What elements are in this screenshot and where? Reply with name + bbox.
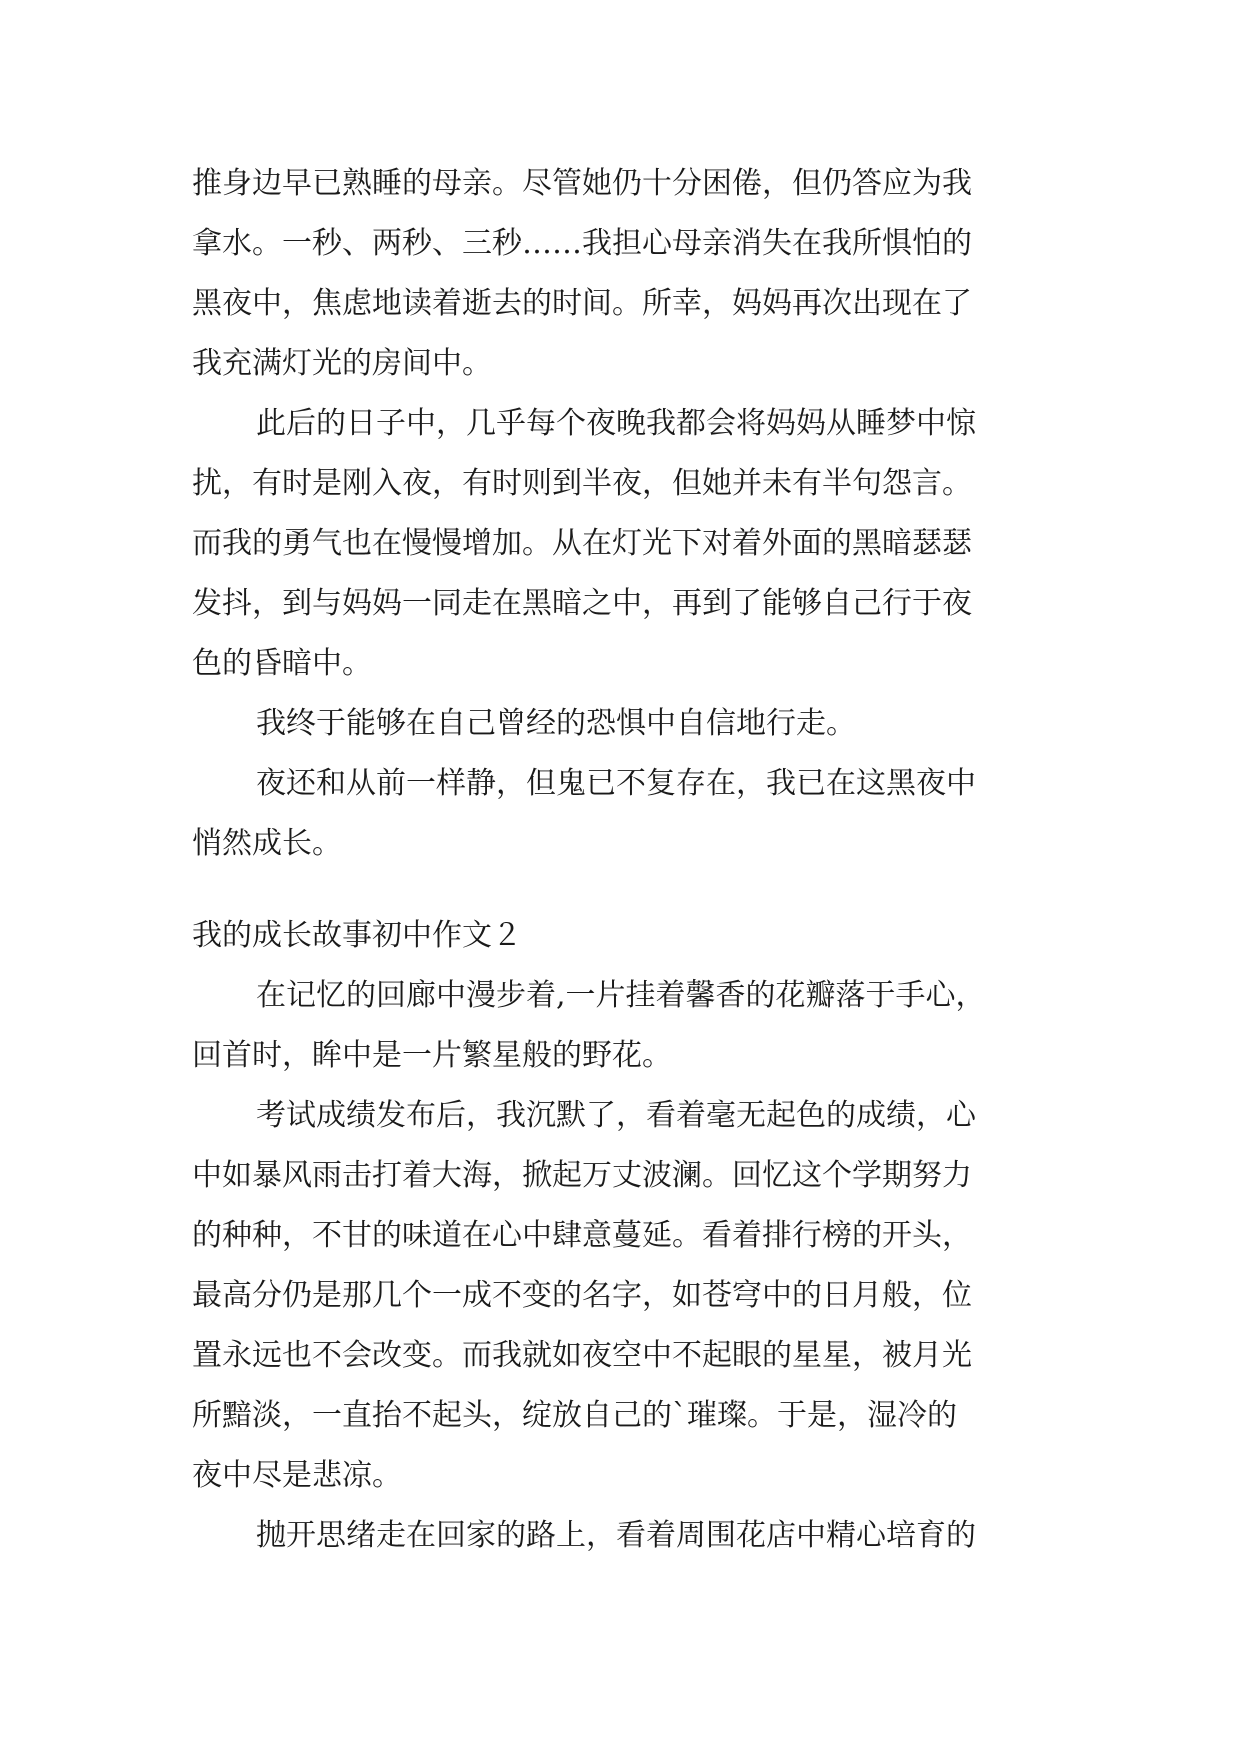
text-line: 置永远也不会改变。而我就如夜空中不起眼的星星，被月光 — [192, 1338, 972, 1373]
paragraph-4 — [192, 754, 1082, 874]
text-line: 拿水。一秒、两秒、三秒……我担心母亲消失在我所惧怕的 — [192, 226, 972, 261]
text-line: 色的昏暗中。 — [192, 646, 372, 681]
paragraph-7 — [192, 1506, 1082, 1566]
text-line: 我终于能够在自己曾经的恐惧中自信地行走。 — [256, 706, 856, 741]
text-line: 最高分仍是那几个一成不变的名字，如苍穹中的日月般，位 — [192, 1278, 972, 1313]
paragraph-5 — [192, 966, 1082, 1086]
text-line: 而我的勇气也在慢慢增加。从在灯光下对着外面的黑暗瑟瑟 — [192, 526, 972, 561]
text-line: 在记忆的回廊中漫步着,一片挂着馨香的花瓣落于手心， — [256, 978, 986, 1013]
text-line: 夜还和从前一样静，但鬼已不复存在，我已在这黑夜中 — [256, 766, 976, 801]
text-line: 夜中尽是悲凉。 — [192, 1458, 402, 1493]
text-line: 中如暴风雨击打着大海，掀起万丈波澜。回忆这个学期努力 — [192, 1158, 972, 1193]
text-line: 我充满灯光的房间中。 — [192, 346, 492, 381]
text-line: 悄然成长。 — [192, 826, 342, 861]
text-line: 此后的日子中，几乎每个夜晚我都会将妈妈从睡梦中惊 — [256, 406, 976, 441]
text-line: 扰，有时是刚入夜，有时则到半夜，但她并未有半句怨言。 — [192, 466, 972, 501]
section-heading: 我的成长故事初中作文２ — [192, 918, 522, 953]
text-line: 考试成绩发布后，我沉默了，看着毫无起色的成绩，心 — [256, 1098, 976, 1133]
text-line: 发抖，到与妈妈一同走在黑暗之中，再到了能够自己行于夜 — [192, 586, 972, 621]
text-line: 回首时，眸中是一片繁星般的野花。 — [192, 1038, 672, 1073]
paragraph-1 — [192, 154, 1082, 394]
text-line: 的种种，不甘的味道在心中肆意蔓延。看着排行榜的开头， — [192, 1218, 972, 1253]
text-line: 推身边早已熟睡的母亲。尽管她仍十分困倦，但仍答应为我 — [192, 166, 972, 201]
text-line: 黑夜中，焦虑地读着逝去的时间。所幸，妈妈再次出现在了 — [192, 286, 972, 321]
paragraph-3 — [192, 694, 1082, 754]
paragraph-6 — [192, 1086, 1082, 1506]
paragraph-2 — [192, 394, 1082, 694]
text-line: 抛开思绪走在回家的路上，看着周围花店中精心培育的 — [256, 1518, 976, 1553]
text-line: 所黯淡，一直抬不起头，绽放自己的`璀璨。于是，湿冷的 — [192, 1398, 957, 1433]
